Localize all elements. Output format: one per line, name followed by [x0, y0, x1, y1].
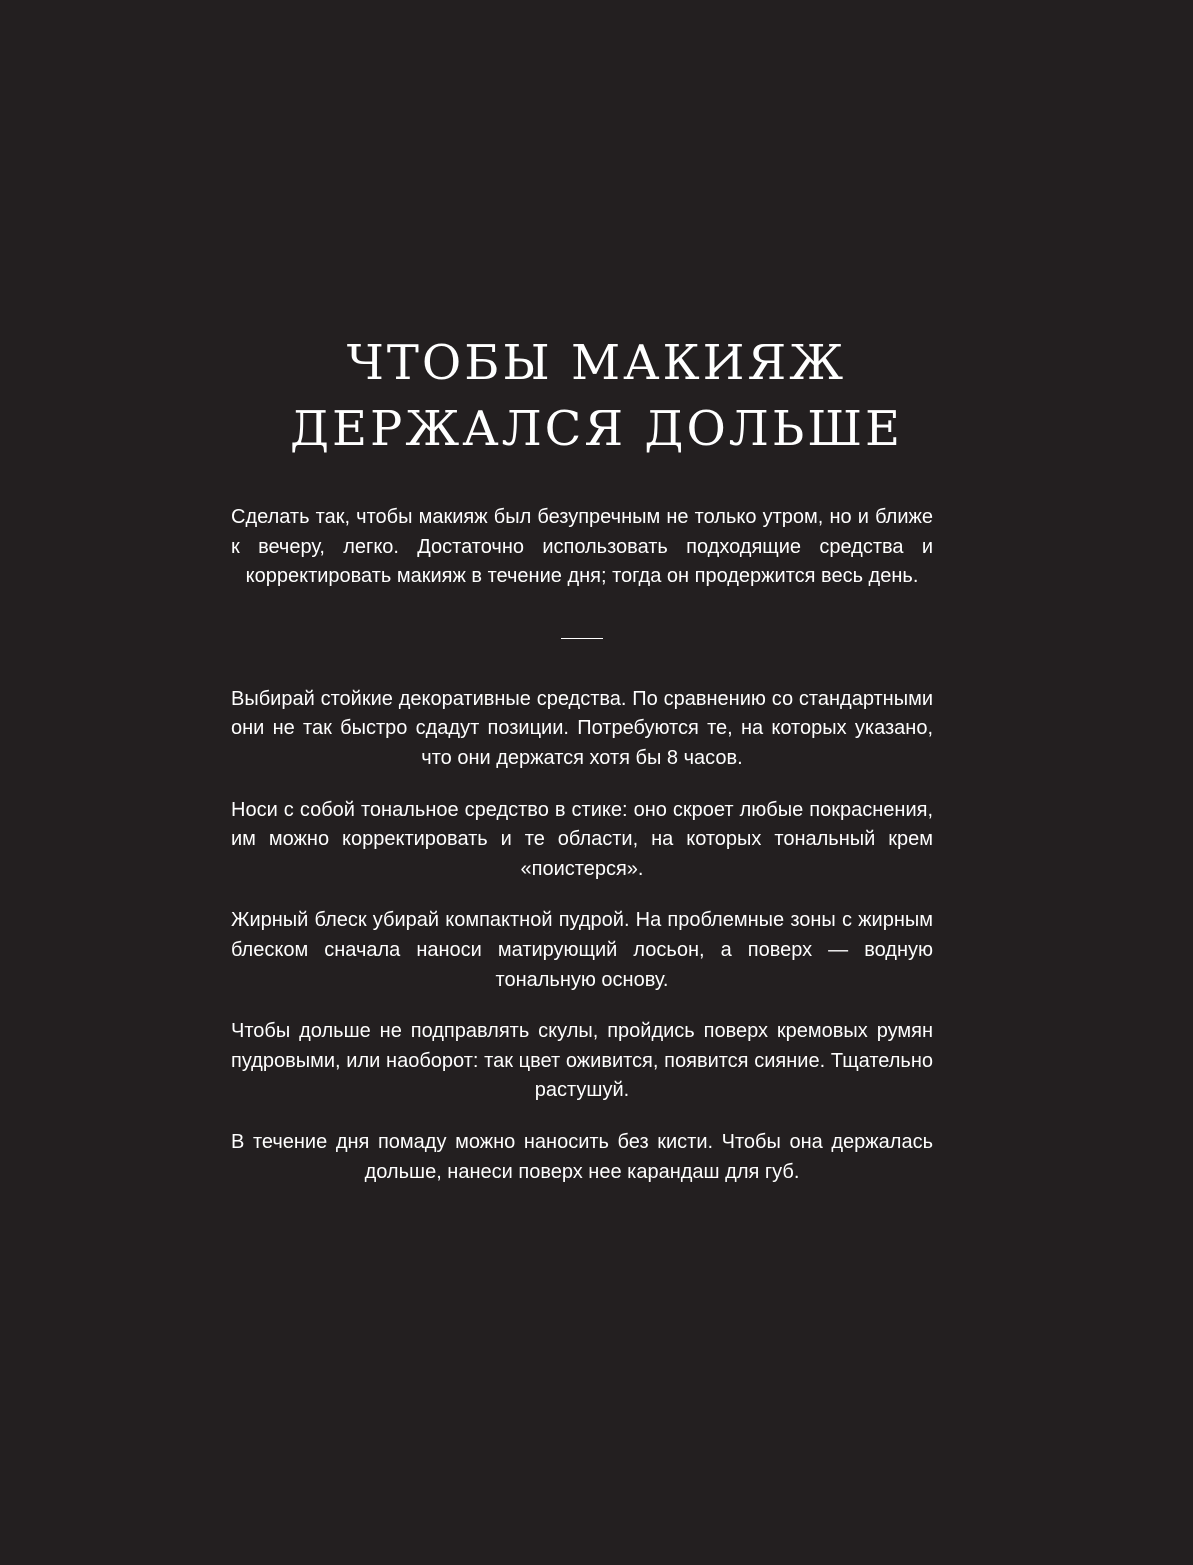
page-title-line-2: ДЕРЖАЛСЯ ДОЛЬШЕ: [289, 401, 904, 457]
tip-paragraph-3: Жирный блеск убирай компактной пудрой. На проблемные зоны с жирным блеском сначала наноси матирующий лосьон, а поверх — водную тональную основу.: [231, 909, 933, 991]
page-title: [0, 330, 1193, 462]
tip-paragraph-5: В течение дня помаду можно наносить без кисти. Чтобы она держалась дольше, нанеси поверх нее карандаш для губ.: [231, 1130, 933, 1183]
tip-paragraph-4: Чтобы дольше не подправлять скулы, пройдись поверх кремовых румян пудровыми, или наоборот: так цвет оживится, появится сияние. Тщательно растушуй.: [231, 1020, 933, 1102]
tip-paragraph-2: Носи с собой тональное средство в стике: оно скроет любые покраснения, им можно корректировать и те области, на которых тональный крем «поистерся».: [231, 798, 933, 880]
intro-paragraph: Сделать так, чтобы макияж был безупречным не только утром, но и ближе к вечеру, легко. Достаточно использовать подходящие средства и корректировать макияж в течение дня; тогда он продержится весь день.: [231, 506, 933, 588]
page-title-line-1: ЧТОБЫ МАКИЯЖ: [346, 335, 847, 391]
section-divider: [561, 638, 603, 639]
article-body: [231, 503, 933, 1209]
tip-paragraph-1: Выбирай стойкие декоративные средства. По сравнению со стандартными они не так быстро сдадут позиции. Потребуются те, на которых указано, что они держатся хотя бы 8 часов.: [231, 687, 933, 769]
